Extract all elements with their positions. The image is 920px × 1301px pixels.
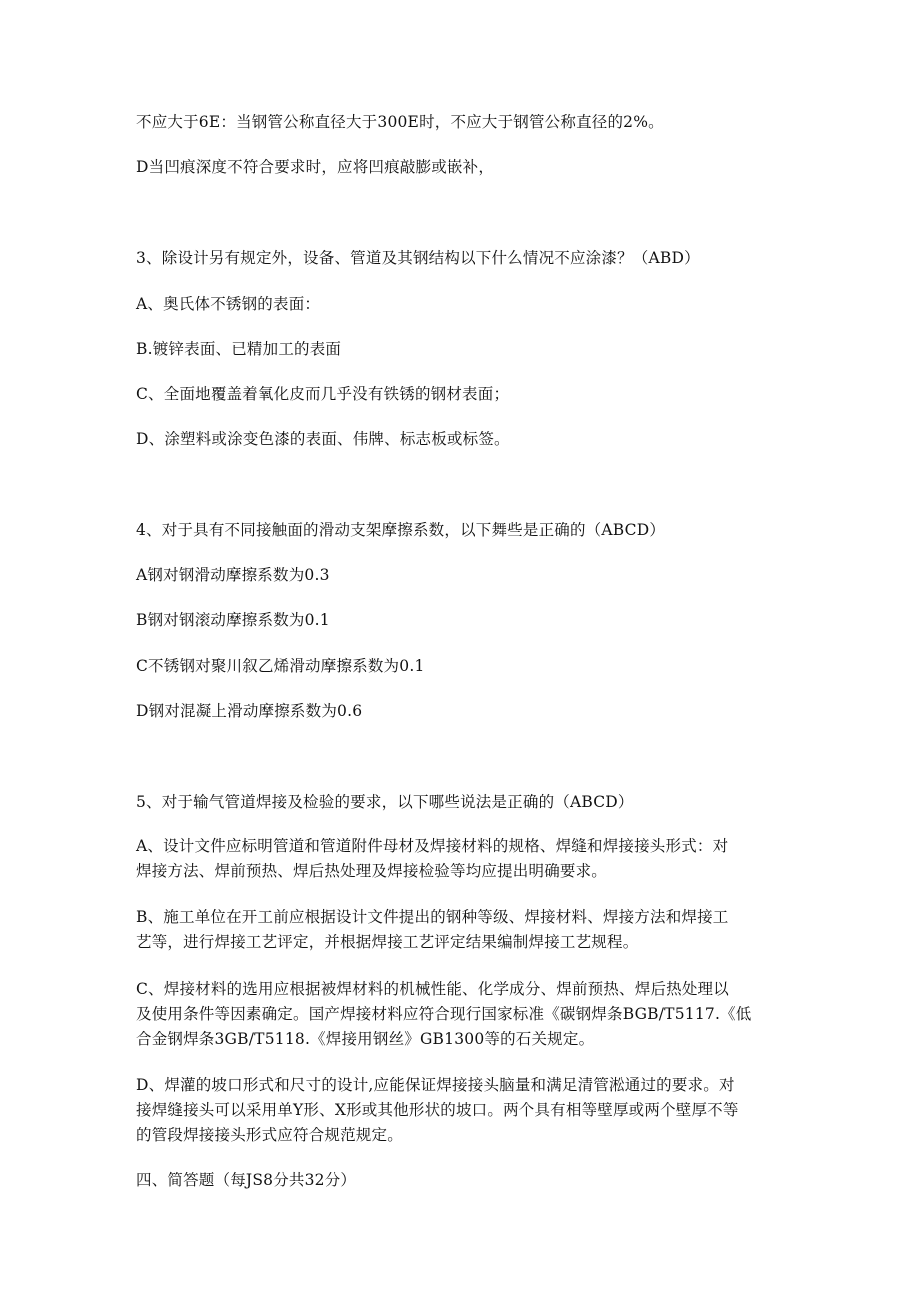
- section-heading-short-answer: 四、简答题（每JS8分共32分）: [136, 1171, 357, 1189]
- question-5-option-a-line-2: 焊接方法、焊前预热、焊后热处理及焊接检验等均应提出明确要求。: [136, 862, 608, 880]
- question-5-option-d-line-3: 的管段焊接接头形式应符合规范规定。: [136, 1126, 403, 1144]
- question-3-option-c: C、全面地覆盖着氧化皮而几乎没有铁锈的钢材表面；: [136, 385, 510, 403]
- question-4-option-b: B钢对钢滚动摩擦系数为0.1: [136, 611, 330, 629]
- question-4-option-a: A钢对钢滑动摩擦系数为0.3: [136, 566, 330, 584]
- question-5-option-c-line-1: C、焊接材料的选用应根据被焊材料的机械性能、化学成分、焊前预热、焊后热处理以: [136, 980, 729, 998]
- question-5-option-d: [136, 1073, 796, 1148]
- question-4-option-d: D钢对混凝上滑动摩擦系数为0.6: [136, 702, 363, 720]
- question-5-option-b-line-1: B、施工单位在开工前应根据设计文件提出的钢种等级、焊接材料、焊接方法和焊接工: [136, 908, 729, 926]
- question-5-option-b-line-2: 艺等，进行焊接工艺评定，并根据焊接工艺评定结果编制焊接工艺规程。: [136, 933, 639, 951]
- question-3-option-b: B.镀锌表面、已精加工的表面: [136, 340, 342, 358]
- text-line-steel-pipe-limit: 不应大于6E：当钢管公称直径大于300E时，不应大于钢管公称直径的2%。: [136, 113, 664, 131]
- question-5-option-c: [136, 977, 796, 1052]
- question-5-option-b: [136, 905, 796, 955]
- question-5-option-a-line-1: A、设计文件应标明管道和管道附件母材及焊接材料的规格、焊缝和焊接接头形式：对: [136, 837, 729, 855]
- question-4: 4、对于具有不同接触面的滑动支架摩擦系数，以下舞些是正确的（ABCD）: [136, 521, 666, 539]
- question-5-option-c-line-2: 及使用条件等因素确定。国产焊接材料应符合现行国家标准《碳钢焊条BGB/T5117.《低: [136, 1005, 752, 1023]
- question-4-option-c: C不锈钢对聚川叙乙烯滑动摩擦系数为0.1: [136, 657, 425, 675]
- question-3-option-a: A、奥氏体不锈钢的表面：: [136, 295, 321, 313]
- question-3: 3、除设计另有规定外，设备、管道及其钢结构以下什么情况不应涂漆？（ABD）: [136, 249, 700, 267]
- question-5-option-c-line-3: 合金钢焊条3GB/T5118.《焊接用钢丝》GB1300等的石关规定。: [136, 1030, 595, 1048]
- question-5-option-d-line-2: 接焊缝接头可以采用单Y形、X形或其他形状的坡口。两个具有相等壁厚或两个壁厚不等: [136, 1101, 739, 1119]
- question-5: 5、对于输气管道焊接及检验的要求，以下哪些说法是正确的（ABCD）: [136, 793, 634, 811]
- question-5-option-a: [136, 834, 796, 884]
- question-3-option-d: D、涂塑料或涂变色漆的表面、伟牌、标志板或标签。: [136, 430, 510, 448]
- text-line-dent-repair: D当凹痕深度不符合要求时，应将凹痕敲膨或嵌补，: [136, 158, 495, 176]
- question-5-option-d-line-1: D、焊灌的坡口形式和尺寸的设计,应能保证焊接接头脑量和满足清管淞通过的要求。对: [136, 1076, 735, 1094]
